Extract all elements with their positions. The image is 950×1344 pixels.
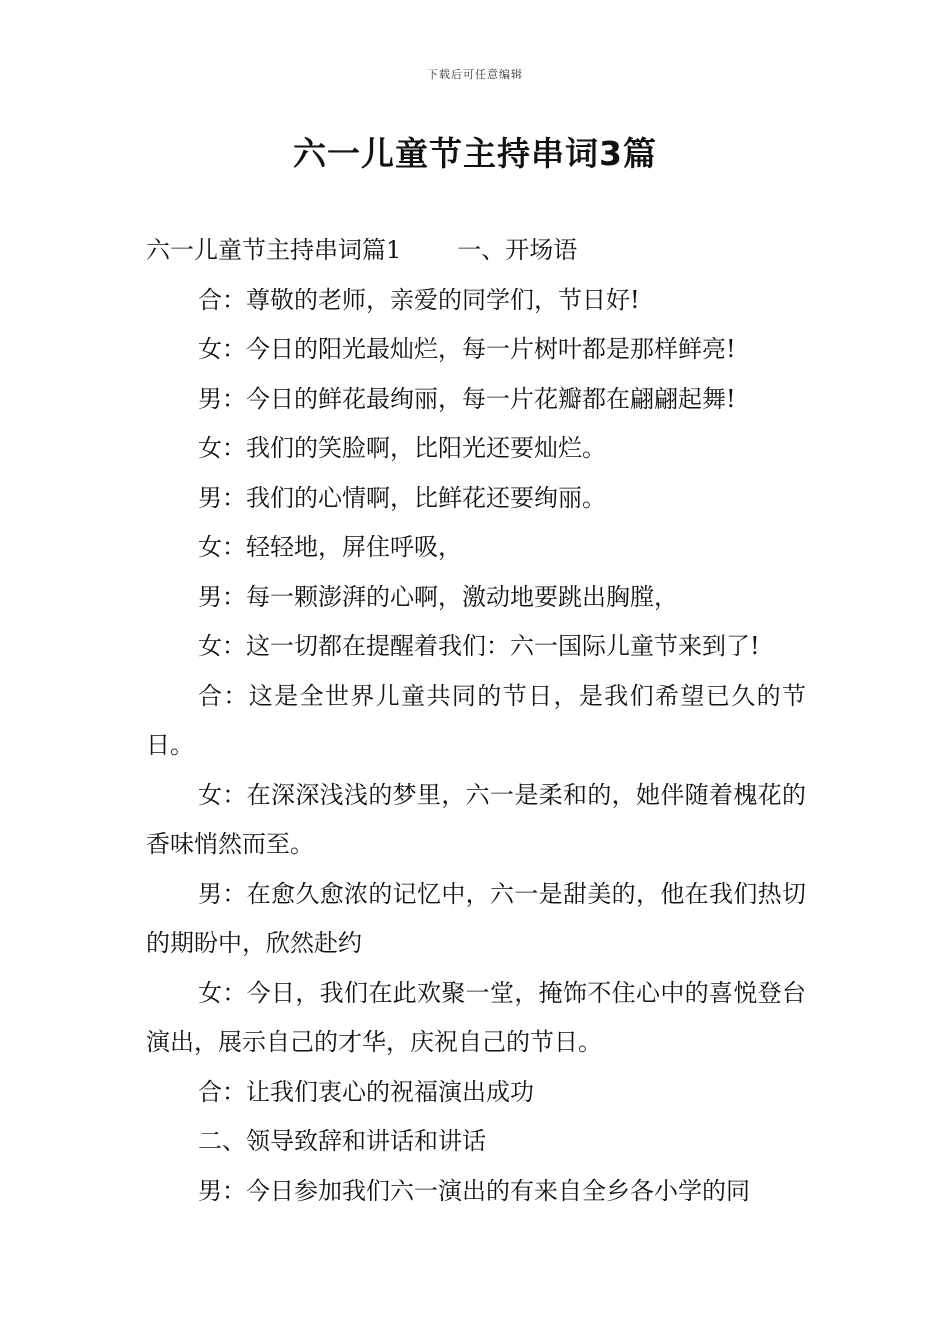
paragraph: 女：在深深浅浅的梦里，六一是柔和的，她伴随着槐花的香味悄然而至。	[146, 780, 806, 858]
header-note: 下载后可任意编辑	[427, 68, 523, 81]
paragraph: 合：让我们衷心的祝福演出成功	[198, 1077, 534, 1106]
paragraph: 男：每一颗澎湃的心啊，激动地要跳出胸膛，	[198, 582, 678, 611]
paragraph: 男：今日的鲜花最绚丽，每一片花瓣都在翩翩起舞!	[198, 384, 736, 413]
document-body	[146, 226, 806, 1216]
paragraph: 男：今日参加我们六一演出的有来自全乡各小学的同	[198, 1176, 750, 1205]
section-label: 六一儿童节主持串词篇1	[146, 236, 402, 264]
subheading: 二、领导致辞和讲话和讲话	[198, 1127, 486, 1155]
section-heading: 一、开场语	[457, 236, 578, 264]
document-title: 六一儿童节主持串词3篇	[293, 134, 657, 173]
paragraph: 女：今日，我们在此欢聚一堂，掩饰不住心中的喜悦登台演出，展示自己的才华，庆祝自己的节日。	[146, 978, 806, 1056]
paragraph: 男：我们的心情啊，比鲜花还要绚丽。	[198, 483, 606, 512]
paragraph: 合：这是全世界儿童共同的节日，是我们希望已久的节日。	[146, 681, 806, 759]
paragraph: 女：我们的笑脸啊，比阳光还要灿烂。	[198, 434, 606, 462]
paragraph: 女：轻轻地，屏住呼吸，	[198, 533, 462, 561]
paragraph: 女：这一切都在提醒着我们：六一国际儿童节来到了!	[198, 632, 760, 660]
section-heading-line	[146, 226, 806, 276]
paragraph: 女：今日的阳光最灿烂，每一片树叶都是那样鲜亮!	[198, 335, 736, 363]
paragraph: 男：在愈久愈浓的记忆中，六一是甜美的，他在我们热切的期盼中，欣然赴约	[146, 879, 806, 957]
paragraph: 合：尊敬的老师，亲爱的同学们，节日好!	[198, 285, 640, 314]
